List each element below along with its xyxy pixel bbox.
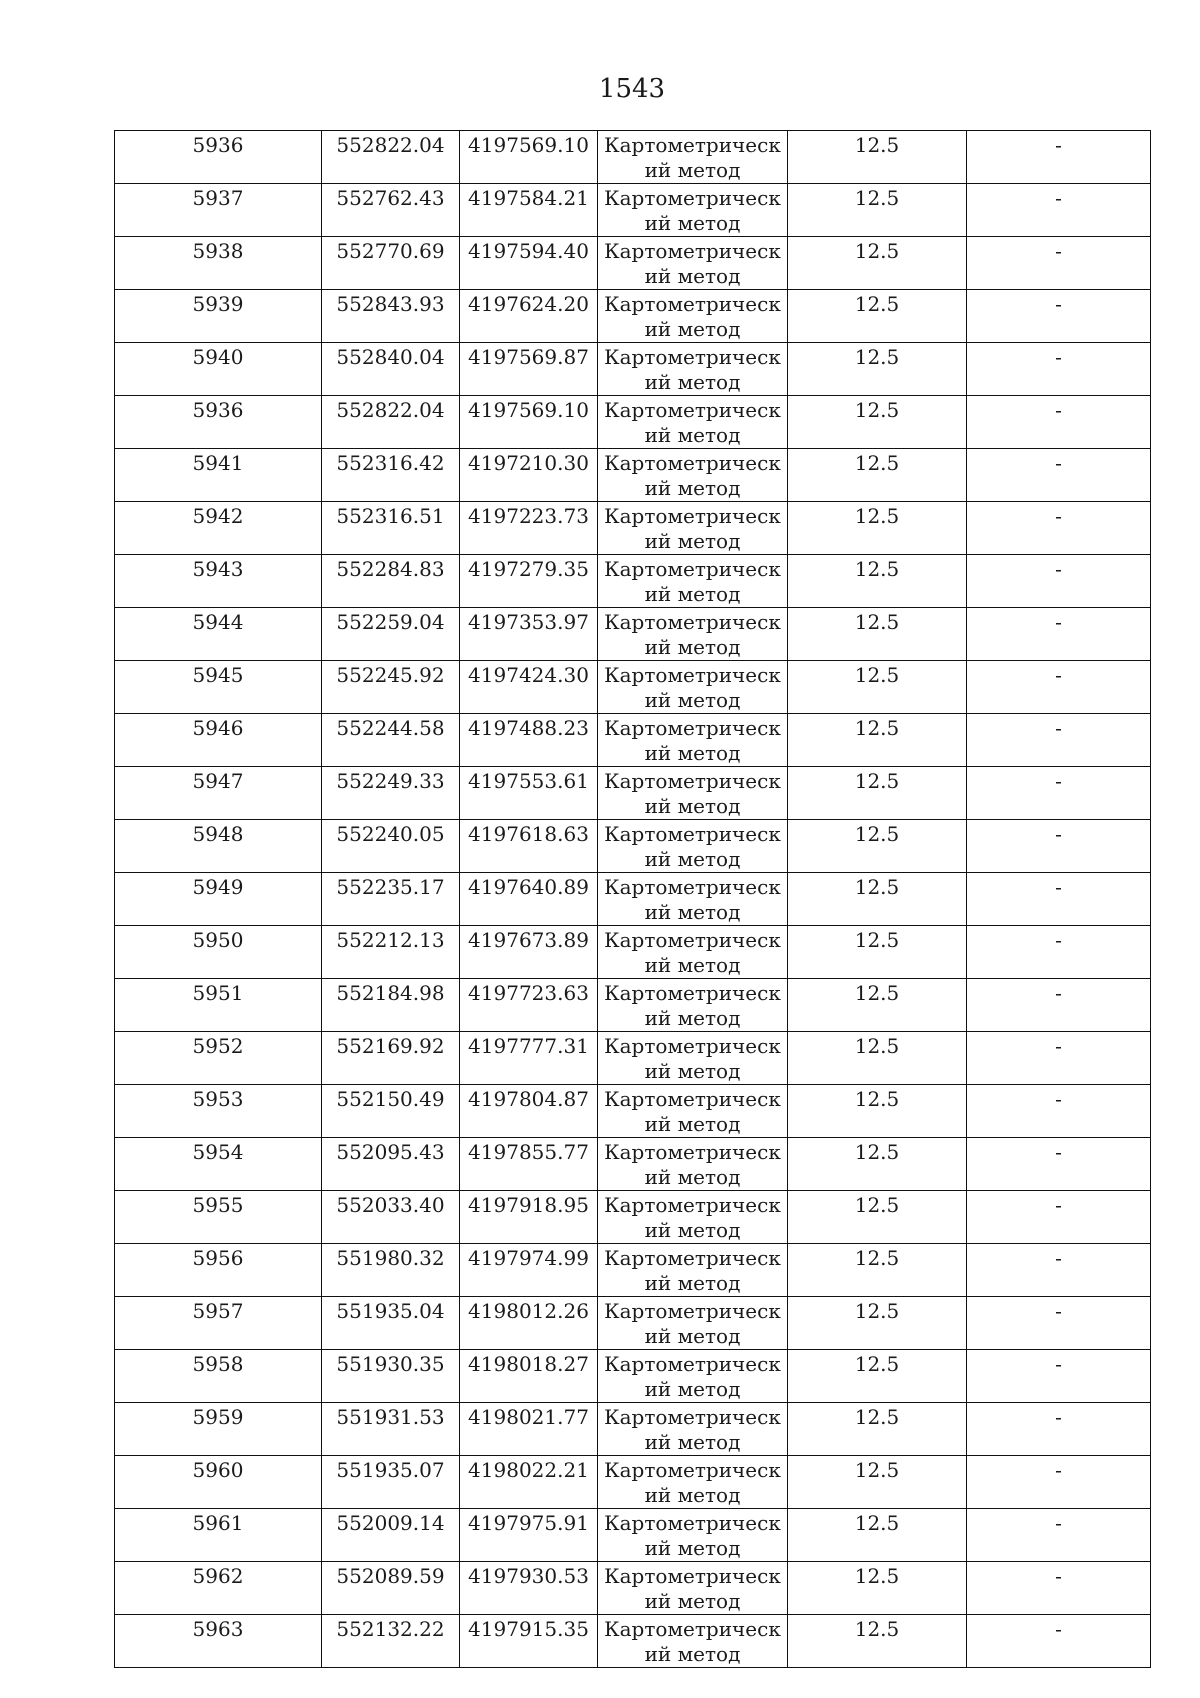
table-row [115,608,1151,661]
method-cell: Картометрический метод [598,1191,788,1244]
accuracy-cell: 12.5 [788,1615,967,1668]
x-coordinate-cell: 551935.07 [322,1456,460,1509]
point-number-cell: 5952 [115,1032,322,1085]
table-row [115,979,1151,1032]
method-cell: Картометрический метод [598,1509,788,1562]
note-cell: - [967,1403,1151,1456]
table-row [115,1509,1151,1562]
note-cell: - [967,1244,1151,1297]
accuracy-cell: 12.5 [788,449,967,502]
method-cell: Картометрический метод [598,555,788,608]
x-coordinate-cell: 551935.04 [322,1297,460,1350]
point-number-cell: 5944 [115,608,322,661]
table-row [115,1350,1151,1403]
y-coordinate-cell: 4197640.89 [460,873,598,926]
method-cell: Картометрический метод [598,343,788,396]
y-coordinate-cell: 4197918.95 [460,1191,598,1244]
y-coordinate-cell: 4198022.21 [460,1456,598,1509]
method-cell: Картометрический метод [598,1615,788,1668]
x-coordinate-cell: 552762.43 [322,184,460,237]
x-coordinate-cell: 552235.17 [322,873,460,926]
table-row [115,714,1151,767]
x-coordinate-cell: 552249.33 [322,767,460,820]
point-number-cell: 5940 [115,343,322,396]
x-coordinate-cell: 552245.92 [322,661,460,714]
point-number-cell: 5939 [115,290,322,343]
point-number-cell: 5938 [115,237,322,290]
method-cell: Картометрический метод [598,1562,788,1615]
y-coordinate-cell: 4197210.30 [460,449,598,502]
accuracy-cell: 12.5 [788,1562,967,1615]
table-row [115,396,1151,449]
y-coordinate-cell: 4197279.35 [460,555,598,608]
accuracy-cell: 12.5 [788,1403,967,1456]
x-coordinate-cell: 552770.69 [322,237,460,290]
point-number-cell: 5956 [115,1244,322,1297]
x-coordinate-cell: 552244.58 [322,714,460,767]
method-cell: Картометрический метод [598,184,788,237]
point-number-cell: 5950 [115,926,322,979]
y-coordinate-cell: 4197353.97 [460,608,598,661]
accuracy-cell: 12.5 [788,714,967,767]
table-row [115,873,1151,926]
point-number-cell: 5958 [115,1350,322,1403]
x-coordinate-cell: 552132.22 [322,1615,460,1668]
y-coordinate-cell: 4197723.63 [460,979,598,1032]
point-number-cell: 5951 [115,979,322,1032]
accuracy-cell: 12.5 [788,1509,967,1562]
x-coordinate-cell: 551930.35 [322,1350,460,1403]
y-coordinate-cell: 4197618.63 [460,820,598,873]
accuracy-cell: 12.5 [788,661,967,714]
method-cell: Картометрический метод [598,1244,788,1297]
point-number-cell: 5953 [115,1085,322,1138]
point-number-cell: 5957 [115,1297,322,1350]
note-cell: - [967,184,1151,237]
point-number-cell: 5961 [115,1509,322,1562]
table-row [115,1032,1151,1085]
accuracy-cell: 12.5 [788,290,967,343]
y-coordinate-cell: 4198021.77 [460,1403,598,1456]
table-row [115,1297,1151,1350]
y-coordinate-cell: 4197804.87 [460,1085,598,1138]
table-row [115,290,1151,343]
table-row [115,1403,1151,1456]
point-number-cell: 5937 [115,184,322,237]
x-coordinate-cell: 552259.04 [322,608,460,661]
table-row [115,820,1151,873]
accuracy-cell: 12.5 [788,767,967,820]
y-coordinate-cell: 4197553.61 [460,767,598,820]
x-coordinate-cell: 552822.04 [322,396,460,449]
accuracy-cell: 12.5 [788,131,967,184]
coordinates-table-body [115,131,1151,1668]
y-coordinate-cell: 4197855.77 [460,1138,598,1191]
y-coordinate-cell: 4197223.73 [460,502,598,555]
point-number-cell: 5946 [115,714,322,767]
accuracy-cell: 12.5 [788,237,967,290]
table-row [115,1244,1151,1297]
x-coordinate-cell: 552316.51 [322,502,460,555]
point-number-cell: 5954 [115,1138,322,1191]
accuracy-cell: 12.5 [788,1244,967,1297]
point-number-cell: 5962 [115,1562,322,1615]
table-row [115,1138,1151,1191]
x-coordinate-cell: 552169.92 [322,1032,460,1085]
y-coordinate-cell: 4197777.31 [460,1032,598,1085]
y-coordinate-cell: 4197569.87 [460,343,598,396]
accuracy-cell: 12.5 [788,1191,967,1244]
note-cell: - [967,343,1151,396]
y-coordinate-cell: 4198018.27 [460,1350,598,1403]
point-number-cell: 5963 [115,1615,322,1668]
method-cell: Картометрический метод [598,131,788,184]
method-cell: Картометрический метод [598,1032,788,1085]
accuracy-cell: 12.5 [788,184,967,237]
method-cell: Картометрический метод [598,1403,788,1456]
table-row [115,131,1151,184]
y-coordinate-cell: 4197488.23 [460,714,598,767]
table-row [115,661,1151,714]
point-number-cell: 5947 [115,767,322,820]
table-row [115,555,1151,608]
x-coordinate-cell: 552009.14 [322,1509,460,1562]
note-cell: - [967,820,1151,873]
x-coordinate-cell: 552840.04 [322,343,460,396]
point-number-cell: 5936 [115,396,322,449]
note-cell: - [967,926,1151,979]
x-coordinate-cell: 552095.43 [322,1138,460,1191]
accuracy-cell: 12.5 [788,343,967,396]
method-cell: Картометрический метод [598,1297,788,1350]
x-coordinate-cell: 552150.49 [322,1085,460,1138]
note-cell: - [967,608,1151,661]
y-coordinate-cell: 4197424.30 [460,661,598,714]
x-coordinate-cell: 552240.05 [322,820,460,873]
method-cell: Картометрический метод [598,926,788,979]
accuracy-cell: 12.5 [788,555,967,608]
x-coordinate-cell: 552089.59 [322,1562,460,1615]
table-row [115,1191,1151,1244]
note-cell: - [967,449,1151,502]
accuracy-cell: 12.5 [788,396,967,449]
accuracy-cell: 12.5 [788,502,967,555]
note-cell: - [967,290,1151,343]
method-cell: Картометрический метод [598,661,788,714]
point-number-cell: 5949 [115,873,322,926]
y-coordinate-cell: 4197594.40 [460,237,598,290]
note-cell: - [967,1032,1151,1085]
y-coordinate-cell: 4197569.10 [460,131,598,184]
y-coordinate-cell: 4197974.99 [460,1244,598,1297]
x-coordinate-cell: 551980.32 [322,1244,460,1297]
method-cell: Картометрический метод [598,1085,788,1138]
accuracy-cell: 12.5 [788,820,967,873]
method-cell: Картометрический метод [598,1138,788,1191]
note-cell: - [967,873,1151,926]
x-coordinate-cell: 552184.98 [322,979,460,1032]
accuracy-cell: 12.5 [788,1350,967,1403]
accuracy-cell: 12.5 [788,873,967,926]
accuracy-cell: 12.5 [788,608,967,661]
x-coordinate-cell: 552033.40 [322,1191,460,1244]
y-coordinate-cell: 4197930.53 [460,1562,598,1615]
y-coordinate-cell: 4197584.21 [460,184,598,237]
note-cell: - [967,131,1151,184]
method-cell: Картометрический метод [598,820,788,873]
y-coordinate-cell: 4197975.91 [460,1509,598,1562]
method-cell: Картометрический метод [598,714,788,767]
point-number-cell: 5960 [115,1456,322,1509]
table-row [115,1085,1151,1138]
method-cell: Картометрический метод [598,1456,788,1509]
method-cell: Картометрический метод [598,502,788,555]
note-cell: - [967,555,1151,608]
table-row [115,449,1151,502]
table-row [115,184,1151,237]
method-cell: Картометрический метод [598,608,788,661]
method-cell: Картометрический метод [598,979,788,1032]
accuracy-cell: 12.5 [788,1138,967,1191]
point-number-cell: 5942 [115,502,322,555]
note-cell: - [967,1562,1151,1615]
note-cell: - [967,1456,1151,1509]
x-coordinate-cell: 552316.42 [322,449,460,502]
y-coordinate-cell: 4197624.20 [460,290,598,343]
table-row [115,502,1151,555]
point-number-cell: 5955 [115,1191,322,1244]
x-coordinate-cell: 552822.04 [322,131,460,184]
method-cell: Картометрический метод [598,290,788,343]
accuracy-cell: 12.5 [788,979,967,1032]
table-row [115,1456,1151,1509]
y-coordinate-cell: 4198012.26 [460,1297,598,1350]
note-cell: - [967,714,1151,767]
x-coordinate-cell: 552843.93 [322,290,460,343]
table-row [115,1562,1151,1615]
point-number-cell: 5943 [115,555,322,608]
method-cell: Картометрический метод [598,767,788,820]
table-row [115,767,1151,820]
x-coordinate-cell: 552212.13 [322,926,460,979]
table-row [115,343,1151,396]
note-cell: - [967,1085,1151,1138]
accuracy-cell: 12.5 [788,1297,967,1350]
method-cell: Картометрический метод [598,396,788,449]
note-cell: - [967,237,1151,290]
method-cell: Картометрический метод [598,237,788,290]
note-cell: - [967,396,1151,449]
note-cell: - [967,1297,1151,1350]
note-cell: - [967,1509,1151,1562]
note-cell: - [967,661,1151,714]
y-coordinate-cell: 4197915.35 [460,1615,598,1668]
note-cell: - [967,1350,1151,1403]
note-cell: - [967,1191,1151,1244]
y-coordinate-cell: 4197569.10 [460,396,598,449]
point-number-cell: 5945 [115,661,322,714]
note-cell: - [967,502,1151,555]
accuracy-cell: 12.5 [788,1456,967,1509]
page-number: 1543 [598,74,666,104]
accuracy-cell: 12.5 [788,1085,967,1138]
point-number-cell: 5941 [115,449,322,502]
note-cell: - [967,1615,1151,1668]
accuracy-cell: 12.5 [788,1032,967,1085]
coordinates-table [114,130,1151,1668]
note-cell: - [967,1138,1151,1191]
method-cell: Картометрический метод [598,449,788,502]
point-number-cell: 5948 [115,820,322,873]
x-coordinate-cell: 551931.53 [322,1403,460,1456]
method-cell: Картометрический метод [598,873,788,926]
accuracy-cell: 12.5 [788,926,967,979]
y-coordinate-cell: 4197673.89 [460,926,598,979]
table-row [115,926,1151,979]
method-cell: Картометрический метод [598,1350,788,1403]
point-number-cell: 5959 [115,1403,322,1456]
table-row [115,1615,1151,1668]
note-cell: - [967,979,1151,1032]
x-coordinate-cell: 552284.83 [322,555,460,608]
note-cell: - [967,767,1151,820]
table-row [115,237,1151,290]
point-number-cell: 5936 [115,131,322,184]
